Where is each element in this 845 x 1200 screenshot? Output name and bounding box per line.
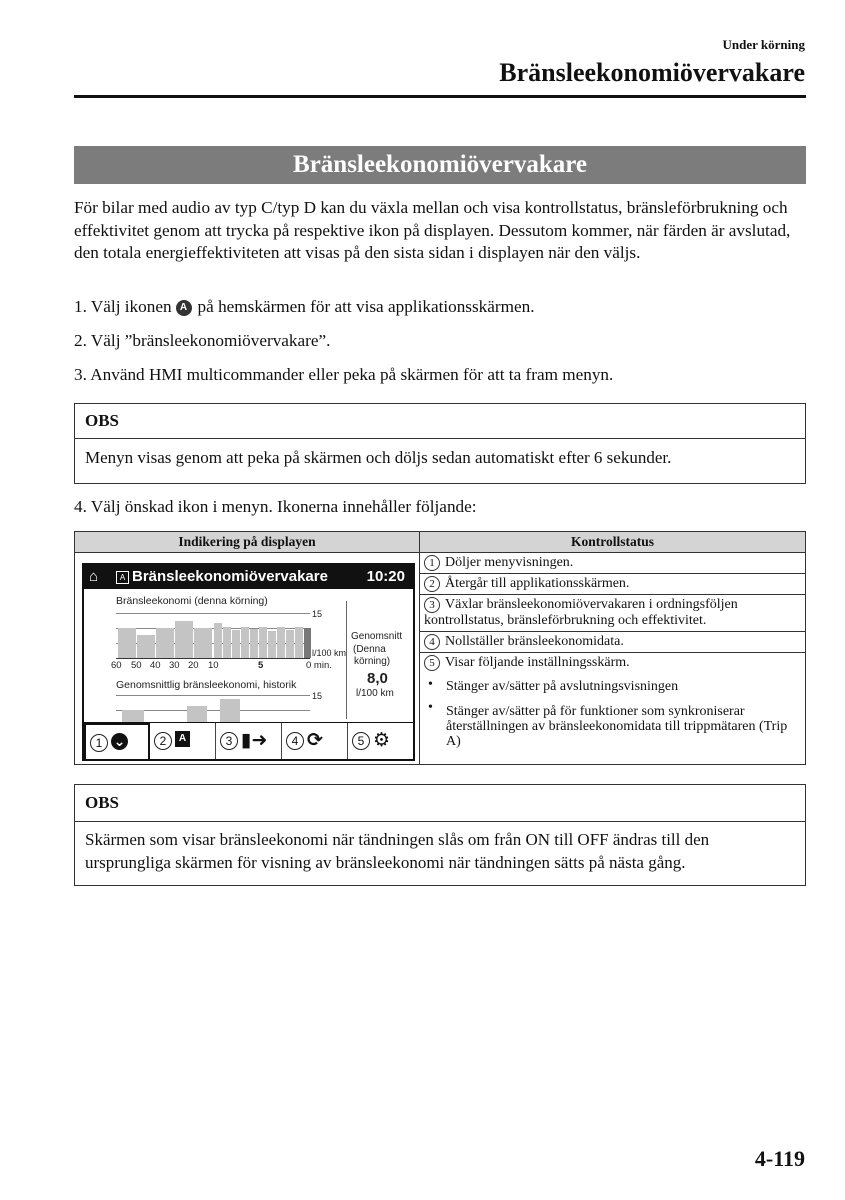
callout-3: 3 bbox=[424, 597, 440, 613]
status-text: Återgår till applikationsskärmen. bbox=[445, 576, 630, 591]
callout-1: 1 bbox=[424, 555, 440, 571]
col-header-display: Indikering på displayen bbox=[75, 532, 419, 553]
screen-title-bar bbox=[84, 565, 413, 589]
status-row-4 bbox=[420, 632, 805, 653]
grid-line bbox=[116, 613, 310, 614]
home-icon: ⌂ bbox=[89, 568, 99, 585]
x-tick: 30 bbox=[169, 660, 180, 671]
chart-bar bbox=[286, 630, 294, 658]
callout-5: 5 bbox=[424, 655, 440, 671]
status-text: Visar följande inställningsskärm. bbox=[445, 654, 630, 670]
y-axis-unit: l/100 km bbox=[312, 648, 347, 658]
callout-5: 5 bbox=[352, 732, 370, 750]
x-tick: 10 bbox=[208, 660, 219, 671]
status-row-2 bbox=[420, 574, 805, 595]
settings-bullet-1: • Stänger av/sätter på avslutningsvisningen bbox=[420, 673, 805, 696]
status-text: Växlar bränsleekonomiövervakaren i ordningsföljen kontrollstatus, bränsleförbrukning och effektivitet. bbox=[424, 597, 738, 628]
chart-bar bbox=[187, 706, 207, 722]
chart-bar bbox=[194, 628, 212, 658]
app-icon: A bbox=[175, 731, 190, 747]
note-box-1 bbox=[74, 403, 806, 484]
chart-bar bbox=[277, 627, 285, 658]
menu-button-back[interactable] bbox=[150, 723, 216, 760]
chapter-title: Bränsleekonomiövervakare bbox=[499, 58, 805, 87]
x-tick: 5 bbox=[258, 660, 264, 671]
status-row-3 bbox=[420, 595, 805, 632]
note-body: Menyn visas genom att peka på skärmen och döljs sedan automatiskt efter 6 sekunder. bbox=[85, 448, 672, 467]
x-axis-line bbox=[116, 658, 310, 659]
chart-bar bbox=[118, 628, 136, 658]
callout-2: 2 bbox=[424, 576, 440, 592]
avg-label-2: (Denna bbox=[353, 644, 386, 655]
grid-line bbox=[116, 710, 310, 711]
step-3: 3. Använd HMI multicommander eller peka på skärmen för att ta fram menyn. bbox=[74, 365, 614, 384]
callout-1: 1 bbox=[90, 734, 108, 752]
header-rule bbox=[74, 95, 806, 98]
x-tick: 40 bbox=[150, 660, 161, 671]
section-label: Under körning bbox=[722, 37, 805, 52]
note-title: OBS bbox=[75, 785, 805, 822]
menu-button-settings[interactable] bbox=[348, 723, 413, 760]
y-axis-top-1: 15 bbox=[312, 609, 323, 619]
switch-view-icon: ▮➜ bbox=[241, 730, 268, 751]
settings-bullet-2: • Stänger av/sätter på för funktioner som synkroniserar återställningen av bränsleekonomidata till trippmätaren (Trip A) bbox=[420, 696, 805, 751]
reset-icon: ⟳ bbox=[307, 730, 323, 751]
status-row-5 bbox=[420, 653, 805, 673]
x-tick: 0 min. bbox=[306, 660, 332, 671]
callout-4: 4 bbox=[286, 732, 304, 750]
chart-bar bbox=[295, 627, 303, 658]
avg-value: 8,0 bbox=[367, 670, 388, 687]
chart-bar bbox=[220, 699, 240, 722]
screen-clock: 10:20 bbox=[366, 568, 405, 585]
panel-divider bbox=[346, 601, 347, 719]
callout-4: 4 bbox=[424, 634, 440, 650]
status-text: Döljer menyvisningen. bbox=[445, 555, 574, 570]
chart-bar bbox=[232, 630, 240, 658]
note-title: OBS bbox=[75, 404, 805, 439]
section-banner: Bränsleekonomiövervakare bbox=[74, 146, 806, 184]
y-axis-top-2: 15 bbox=[312, 691, 323, 701]
callout-3: 3 bbox=[220, 732, 238, 750]
chevron-down-icon: ⌄ bbox=[111, 733, 128, 750]
x-tick: 60 bbox=[111, 660, 122, 671]
avg-unit: l/100 km bbox=[356, 688, 394, 699]
menu-button-switch[interactable] bbox=[216, 723, 282, 760]
note-body: Skärmen som visar bränsleekonomi när tändningen slås om från ON till OFF ändras till den ursprungliga skärmen för visning av bränsleekonomi när tändningen sätts på nästa gång. bbox=[85, 830, 710, 872]
chart-bar bbox=[241, 627, 249, 658]
graph-label-history: Genomsnittlig bränsleekonomi, historik bbox=[116, 679, 297, 691]
gear-icon: ⚙ bbox=[373, 730, 391, 751]
chart-bar bbox=[137, 635, 155, 658]
menu-button-hide[interactable] bbox=[84, 723, 150, 761]
note-box-2 bbox=[74, 784, 806, 886]
screen-menu-bar bbox=[84, 722, 413, 760]
avg-label-1: Genomsnitt bbox=[351, 631, 403, 642]
chart-bar bbox=[250, 629, 258, 658]
status-list bbox=[420, 553, 805, 751]
step-1 bbox=[74, 296, 535, 318]
screen-title: Bränsleekonomiövervakare bbox=[132, 568, 328, 585]
chart-bar bbox=[175, 621, 193, 658]
step-1-text-a: 1. Välj ikonen bbox=[74, 297, 172, 316]
avg-label-3: körning) bbox=[354, 656, 391, 667]
chart-bar-current bbox=[304, 628, 311, 658]
step-1-text-b: på hemskärmen för att visa applikationsskärmen. bbox=[197, 297, 535, 316]
intro-paragraph: För bilar med audio av typ C/typ D kan du växla mellan och visa kontrollstatus, bränsleförbrukning och effektivitet genom att trycka på respektive ikon på displayen. Dessutom kommer, när färden är avslutad, den totala energieffektiviteten att visas på den sista sidan i displayen när den väljs. bbox=[74, 198, 791, 263]
graph-label-current: Bränsleekonomi (denna körning) bbox=[116, 595, 268, 607]
step-2: 2. Välj ”bränsleekonomiövervakare”. bbox=[74, 331, 331, 350]
x-tick: 20 bbox=[188, 660, 199, 671]
step-4: 4. Välj önskad ikon i menyn. Ikonerna innehåller följande: bbox=[74, 497, 477, 516]
status-row-1 bbox=[420, 553, 805, 574]
callout-2: 2 bbox=[154, 732, 172, 750]
page-number: 4-119 bbox=[754, 1146, 805, 1171]
chart-bar bbox=[259, 627, 267, 658]
chart-bar bbox=[122, 710, 144, 722]
status-text: Nollställer bränsleekonomidata. bbox=[445, 633, 624, 649]
col-header-status: Kontrollstatus bbox=[420, 532, 805, 553]
x-tick: 50 bbox=[131, 660, 142, 671]
chart-bar bbox=[156, 628, 174, 658]
grid-line bbox=[116, 695, 310, 696]
chart-bar bbox=[268, 631, 276, 658]
chart-bar bbox=[214, 623, 222, 658]
app-icon: A bbox=[176, 300, 192, 316]
icon-table bbox=[74, 531, 806, 765]
menu-button-reset[interactable] bbox=[282, 723, 348, 760]
display-screenshot bbox=[82, 563, 415, 761]
chart-bar bbox=[223, 627, 231, 658]
app-icon: A bbox=[116, 571, 129, 584]
